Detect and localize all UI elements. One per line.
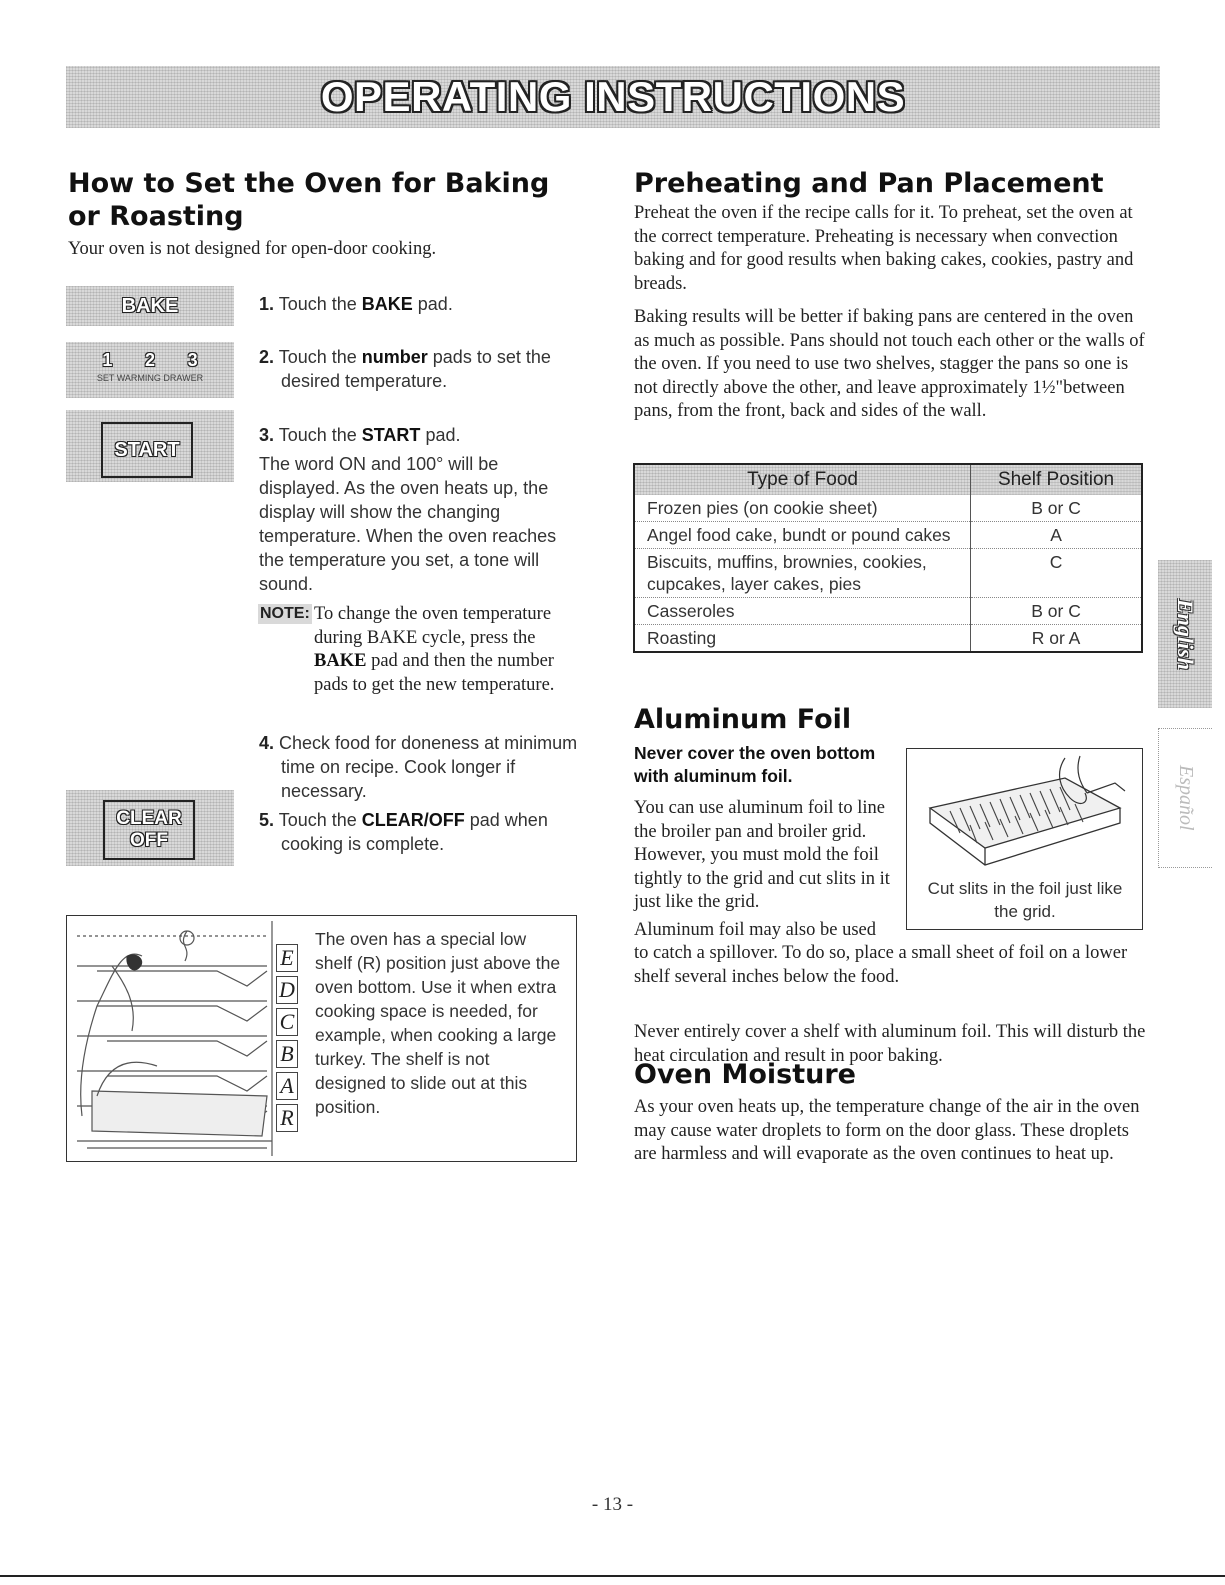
step-1: 1. Touch the BAKE pad. [259,294,453,314]
bottom-rule [0,1575,1225,1577]
section-title-moisture: Oven Moisture [634,1059,856,1090]
step-3-detail: The word ON and 100° will be displayed. As the oven heats up, the display will show the changing temperature. When the oven reaches the temperature you set, a tone will sound. [259,454,557,594]
page-banner [66,66,1160,128]
foil-paragraph-2: Never entirely cover a shelf with aluminum foil. This will disturb the heat circulation and result in poor baking. [634,1022,1146,1066]
foil-illustration-box [906,748,1143,930]
bake-pad-image: BAKE [66,286,234,326]
shelf-letter-a: A [276,1072,298,1100]
table-row: Frozen pies (on cookie sheet) B or C [634,495,1142,522]
pad-3: 3 [187,350,198,370]
shelf-letters [272,944,302,1136]
shelf-letter-d: D [276,976,298,1004]
table-header-food: Type of Food [747,469,858,490]
shelf-position-table [633,463,1143,653]
english-tab-label: English [1173,598,1198,670]
number-pads-image [66,342,234,398]
shelf-letter-c: C [276,1008,298,1036]
preheat-paragraph-2: Baking results will be better if baking pans are centered in the oven as much as possible. Pans should not touch each other or the walls of the oven. If you need to use two shelves, stagger the pans so one is not directly above the other, and leave approximately 1½"between pans, from the front, back and sides of the wall. [634,307,1145,421]
side-tab-english [1158,560,1212,708]
warming-drawer-label: SET WARMING DRAWER [96,373,204,383]
start-pad-image: START [66,410,234,482]
shelf-box-text: The oven has a special low shelf (R) position just above the oven bottom. Use it when extra cooking space is needed, for example, when cooking a large turkey. The shelf is not designed to slide out at this position. [315,929,561,1117]
table-row: Biscuits, muffins, brownies, cookies, cupcakes, layer cakes, pies C [634,549,1142,598]
baking-intro: Your oven is not designed for open-door cooking. [68,239,437,259]
page-title: OPERATING INSTRUCTIONS [320,73,906,120]
page-number: - 13 - [591,1494,634,1515]
clear-off-pad-image: CLEAR OFF [66,790,234,866]
table-row: Angel food cake, bundt or pound cakes A [634,522,1142,549]
espanol-tab-label: Español [1175,765,1197,831]
table-header-position: Shelf Position [971,464,1142,495]
table-row: Casseroles B or C [634,598,1142,625]
pad-1: 1 [102,350,113,370]
foil-warning: Never cover the oven bottom with aluminum foil. [634,743,876,786]
step-3: 3. Touch the START pad. [259,425,461,445]
shelf-illustration-box [66,915,577,1162]
section-title-preheat: Preheating and Pan Placement [634,168,1104,199]
table-row: Roasting R or A [634,625,1142,653]
shelf-letter-b: B [276,1040,298,1068]
pad-2: 2 [144,350,155,370]
note-text: To change the oven temperature during BAKE cycle, press the BAKE pad and then the number pads to get the new temperature. [314,604,555,695]
section-title-baking: How to Set the Oven for Baking or Roasting [68,168,550,232]
moisture-paragraph: As your oven heats up, the temperature change of the air in the oven may cause water droplets to form on the door glass. These droplets are harmless and will evaporate as the oven continues to heat up. [634,1097,1140,1164]
shelf-letter-e: E [276,944,298,972]
side-tab-espanol [1158,728,1212,868]
step-4: 4. Check food for doneness at minimum time on recipe. Cook longer if necessary. [259,733,578,801]
foil-paragraph-1: You can use aluminum foil to line the broiler pan and broiler grid. However, you must mold the foil tightly to the grid and cut slits in it just like the grid. [634,798,890,912]
shelf-letter-r: R [276,1104,298,1132]
step-2: 2. Touch the number pads to set the desired temperature. [259,347,551,391]
foil-paragraph-1b: Aluminum foil may also be used [634,920,877,940]
foil-paragraph-1c: to catch a spillover. To do so, place a small sheet of foil on a lower shelf several inches below the food. [634,943,1128,987]
preheat-paragraph-1: Preheat the oven if the recipe calls for it. To preheat, set the oven at the correct temperature. Preheating is necessary when convection baking and for good results when baking cakes, cookies, pastry and breads. [634,203,1134,294]
table-header-row [634,464,1142,495]
foil-caption: Cut slits in the foil just like the grid. [927,879,1123,921]
note-label: NOTE: [260,605,310,622]
step-5: 5. Touch the CLEAR/OFF pad when cooking is complete. [259,810,548,854]
broiler-pan-illustration [915,753,1135,873]
section-title-foil: Aluminum Foil [634,704,852,735]
